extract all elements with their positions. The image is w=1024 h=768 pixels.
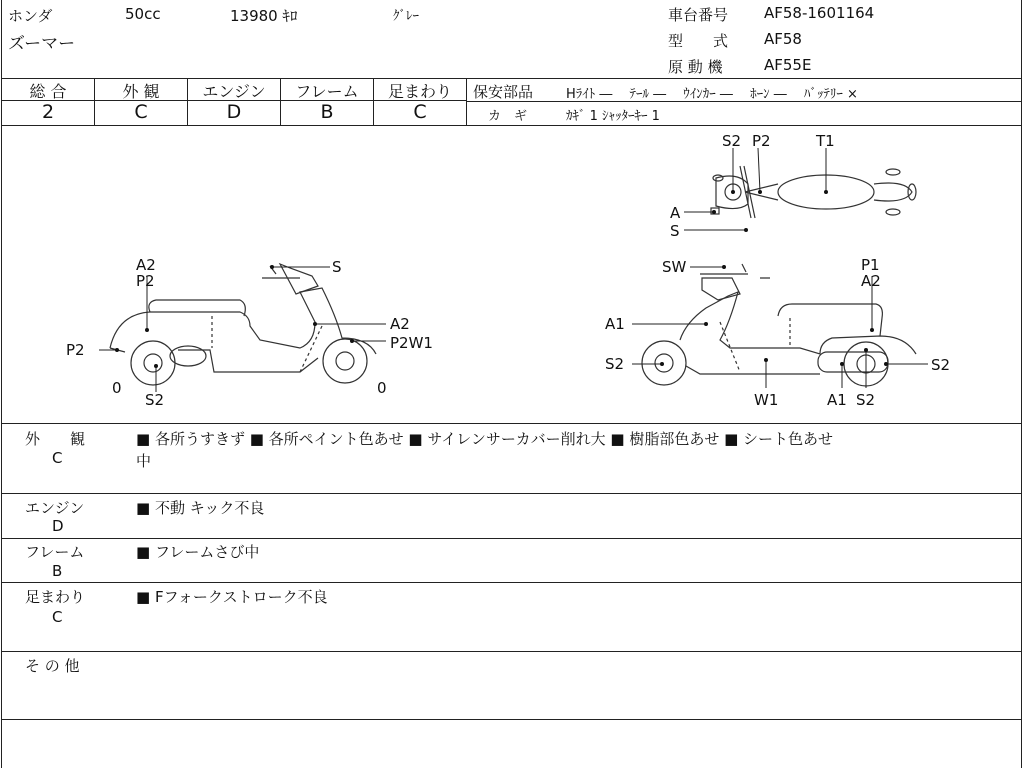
label-left-zero-right: 0 [377, 379, 387, 397]
rule-row5 [1, 719, 1022, 720]
remark-text-exterior: ■ 各所うすきず ■ 各所ペイント色あせ ■ サイレンサーカバー削れ大 ■ 樹脂部色あせ ■ シート色あせ [136, 430, 834, 448]
damage-diagram [0, 126, 1022, 422]
chassis-label: 車台番号 [668, 6, 729, 24]
grade-value-engine: D [226, 101, 242, 123]
label-left-zero-left: 0 [112, 379, 122, 397]
remark-label-engine: エンジン [25, 499, 85, 517]
model-name: ズーマー [8, 34, 76, 54]
remark-grade-engine: D [52, 517, 64, 535]
rule-row4 [1, 651, 1022, 652]
mileage: 13980 ｷﾛ [230, 7, 298, 25]
rule-row1 [1, 493, 1022, 494]
remark-label-suspension: 足まわり [25, 588, 86, 606]
rule-row2 [1, 538, 1022, 539]
scooter-top-view [711, 166, 916, 218]
label-left-p2w1: P2W1 [390, 334, 433, 352]
label-top-t1: T1 [816, 132, 835, 150]
label-right-s2-bottom: S2 [856, 391, 876, 409]
remark-label-frame: フレーム [25, 543, 85, 561]
grade-label-engine: エンジン [202, 82, 266, 101]
label-top-s: S [670, 222, 680, 240]
type-label: 型 式 [668, 32, 729, 50]
label-right-s2-left: S2 [605, 355, 625, 373]
remark-text-engine: ■ 不動 キック不良 [136, 499, 265, 517]
label-left-s: S [332, 258, 342, 276]
grade-value-frame: B [320, 101, 334, 123]
chassis-value: AF58-1601164 [764, 4, 875, 22]
remark-text2-exterior: 中 [136, 452, 152, 470]
key-value: ｶｷﾞ 1 ｼｬｯﾀｰｷｰ 1 [566, 109, 660, 124]
label-left-s2: S2 [145, 391, 165, 409]
grade-sep-5 [466, 78, 467, 125]
remark-label-other: そ の 他 [25, 657, 80, 675]
remark-label-exterior: 外 観 [25, 430, 86, 448]
remark-text-suspension: ■ Fフォークストローク不良 [136, 588, 328, 606]
grade-label-total: 総 合 [29, 82, 67, 101]
grade-label-exterior: 外 観 [122, 82, 160, 101]
displacement: 50cc [125, 5, 161, 23]
label-top-s2: S2 [722, 132, 742, 150]
label-right-s2-right: S2 [931, 356, 951, 374]
remark-grade-exterior: C [52, 449, 63, 467]
label-left-a2-right: A2 [390, 315, 410, 333]
remark-grade-suspension: C [52, 608, 63, 626]
label-top-a: A [670, 204, 681, 222]
label-top-p2: P2 [752, 132, 771, 150]
damage-points [115, 190, 888, 368]
label-left-a2-top: A2 [136, 256, 156, 274]
label-right-a1-bottom: A1 [827, 391, 847, 409]
color: ｸﾞﾚｰ [393, 9, 419, 24]
label-right-p1: P1 [861, 256, 880, 274]
label-right-a2: A2 [861, 272, 881, 290]
grade-label-frame: フレーム [295, 82, 359, 101]
engine-value: AF55E [764, 56, 812, 74]
rule-diagram-bottom [1, 423, 1022, 424]
label-right-a1-left: A1 [605, 315, 625, 333]
engine-label: 原 動 機 [668, 58, 723, 76]
safety-items: Hﾗｲﾄ ― ﾃｰﾙ ― ｳｲﾝｶｰ ― ﾎｰﾝ ― ﾊﾞｯﾃﾘｰ × [566, 87, 858, 102]
grade-value-exterior: C [134, 101, 148, 123]
label-right-sw: SW [662, 258, 687, 276]
remark-text-frame: ■ フレームさび中 [136, 543, 260, 561]
key-label: カ ギ [488, 109, 528, 124]
rule-row3 [1, 582, 1022, 583]
grade-value-suspension: C [413, 101, 427, 123]
maker: ホンダ [8, 7, 53, 25]
remark-grade-frame: B [52, 562, 63, 580]
label-right-w1: W1 [754, 391, 779, 409]
label-left-p2: P2 [66, 341, 85, 359]
grade-value-total: 2 [41, 101, 55, 123]
grade-label-suspension: 足まわり [387, 82, 452, 101]
leader-lines [99, 148, 928, 392]
type-value: AF58 [764, 30, 802, 48]
label-left-p2-top: P2 [136, 272, 155, 290]
safety-label: 保安部品 [473, 83, 534, 101]
